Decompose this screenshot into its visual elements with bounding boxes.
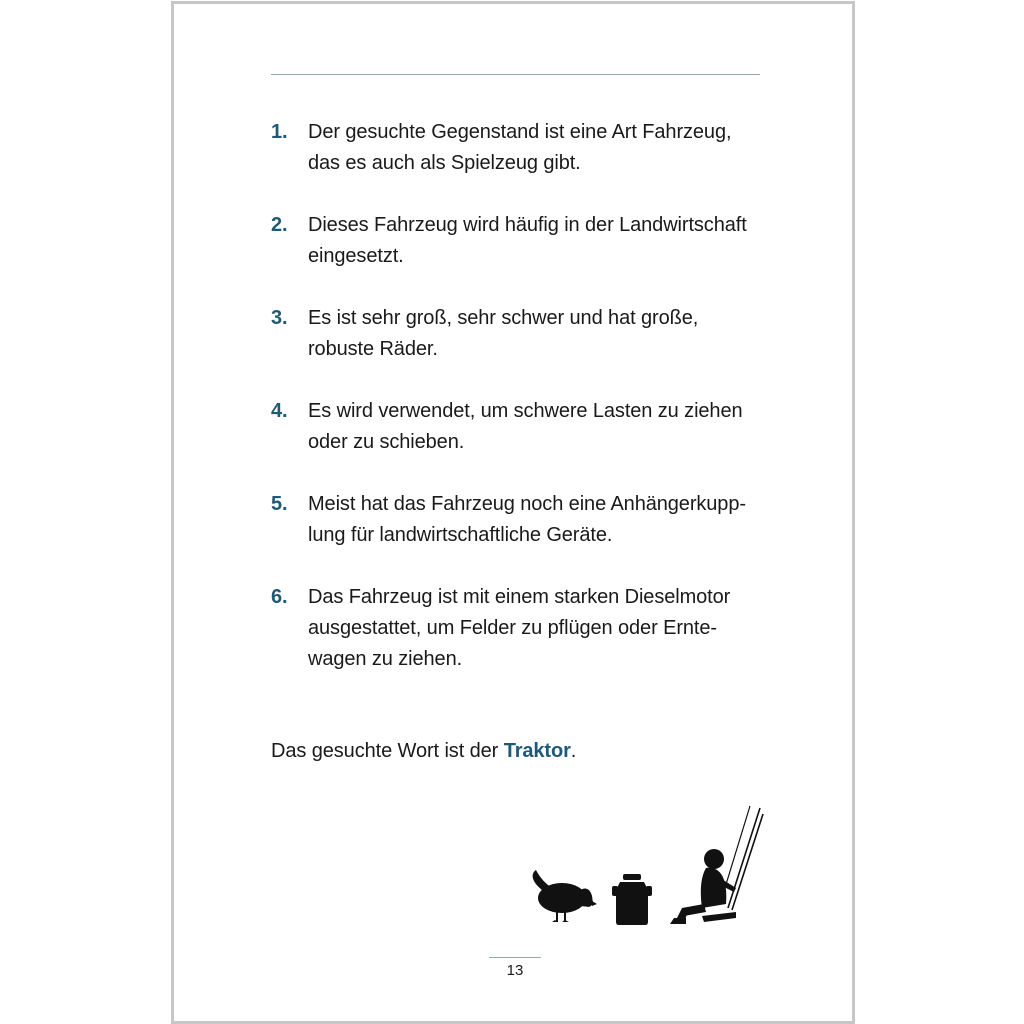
- clue-item: [271, 582, 771, 675]
- hen-icon: [533, 870, 597, 922]
- clue-line: ausgestattet, um Felder zu pflügen oder Ernte-: [308, 617, 717, 639]
- answer-prefix: Das gesuchte Wort ist der: [271, 740, 504, 762]
- clue-text: [308, 210, 771, 272]
- clue-line: wagen zu ziehen.: [308, 648, 463, 670]
- page-number: 13: [506, 962, 524, 979]
- clue-line: eingesetzt.: [308, 245, 404, 267]
- footer-divider: [489, 957, 541, 958]
- clue-line: das es auch als Spielzeug gibt.: [308, 152, 581, 174]
- book-page: [171, 1, 855, 1024]
- clue-item: [271, 489, 771, 551]
- silhouette-illustration: [524, 804, 764, 932]
- child-on-swing-icon: [670, 806, 763, 924]
- clue-number: 5.: [271, 493, 288, 515]
- clue-text: [308, 396, 771, 458]
- clue-text: [308, 117, 771, 179]
- clue-text: [308, 489, 771, 551]
- clue-item: [271, 117, 771, 179]
- clue-line: Das Fahrzeug ist mit einem starken Dieselmotor: [308, 586, 731, 608]
- clue-line: Der gesuchte Gegenstand ist eine Art Fahrzeug,: [308, 121, 732, 143]
- clue-number: 2.: [271, 214, 288, 236]
- clue-item: [271, 210, 771, 272]
- answer-suffix: .: [570, 740, 577, 762]
- clue-number: 6.: [271, 586, 288, 608]
- clue-line: Es wird verwendet, um schwere Lasten zu ziehen: [308, 400, 743, 422]
- clue-text: [308, 582, 771, 675]
- top-divider: [271, 74, 760, 75]
- clue-line: Es ist sehr groß, sehr schwer und hat große,: [308, 307, 699, 329]
- answer-keyword: Traktor: [503, 740, 571, 762]
- clue-text: [308, 303, 771, 365]
- clue-number: 4.: [271, 400, 288, 422]
- answer-sentence: [271, 736, 576, 767]
- milk-can-icon: [612, 874, 652, 925]
- clue-item: [271, 396, 771, 458]
- clue-number: 1.: [271, 121, 288, 143]
- clue-line: lung für landwirtschaftliche Geräte.: [308, 524, 613, 546]
- clue-item: [271, 303, 771, 365]
- clue-line: Dieses Fahrzeug wird häufig in der Landwirtschaft: [308, 214, 747, 236]
- clue-number: 3.: [271, 307, 288, 329]
- clue-line: oder zu schieben.: [308, 431, 465, 453]
- clue-line: Meist hat das Fahrzeug noch eine Anhängerkupp-: [308, 493, 746, 515]
- clue-line: robuste Räder.: [308, 338, 438, 360]
